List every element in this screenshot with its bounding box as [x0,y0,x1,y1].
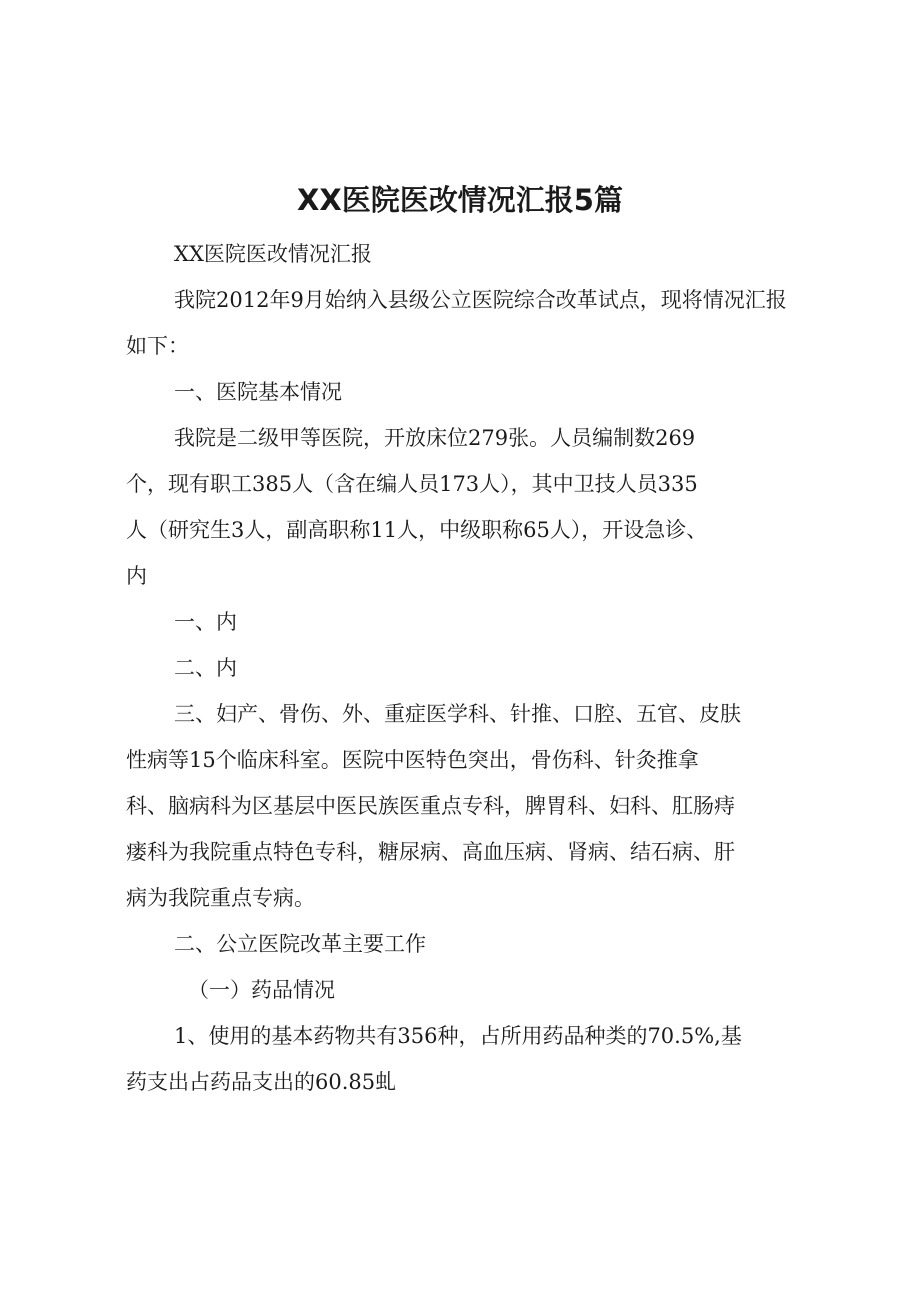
departments-line-5: 病为我院重点专病。 [126,886,315,910]
list-item-two-inner: 二、内 [174,656,237,680]
basic-info-line-4: 内 [126,564,147,588]
section-heading-basic-info: 一、医院基本情况 [174,380,342,404]
intro-paragraph: 我院2012年9月始纳入县级公立医院综合改革试点，现将情况汇报如下： [126,288,787,358]
subsection-heading-drugs: （一）药品情况 [188,978,335,1002]
basic-info-paragraph [126,415,798,599]
document-body [126,231,798,1105]
document-title: XX医院医改情况汇报5篇 [297,183,623,217]
subtitle-paragraph: XX医院医改情况汇报 [174,242,372,266]
departments-line-2: 性病等15个临床科室。医院中医特色突出，骨伤科、针灸推拿 [126,748,699,772]
basic-info-line-1: 我院是二级甲等医院，开放床位279张。人员编制数269 [174,426,696,450]
departments-line-3: 科、脑病科为区基层中医民族医重点专科，脾胃科、妇科、肛肠痔 [126,794,735,818]
basic-info-line-2: 个，现有职工385人（含在编人员173人），其中卫技人员335 [126,472,698,496]
departments-paragraph [126,691,798,921]
list-item-one-inner: 一、内 [174,610,237,634]
drugs-paragraph [126,1013,798,1105]
departments-line-4: 瘘科为我院重点特色专科，糖尿病、高血压病、肾病、结石病、肝 [126,840,735,864]
drugs-line-2: 药支出占药品支出的60.85虬 [126,1070,397,1094]
drugs-line-1: 1、使用的基本药物共有356种，占所用药品种类的70.5%,基 [174,1024,742,1048]
section-heading-reform: 二、公立医院改革主要工作 [174,932,426,956]
departments-line-1: 三、妇产、骨伤、外、重症医学科、针推、口腔、五官、皮肤 [174,702,741,726]
basic-info-line-3: 人（研究生3人，副高职称11人，中级职称65人），开设急诊、 [126,518,708,542]
